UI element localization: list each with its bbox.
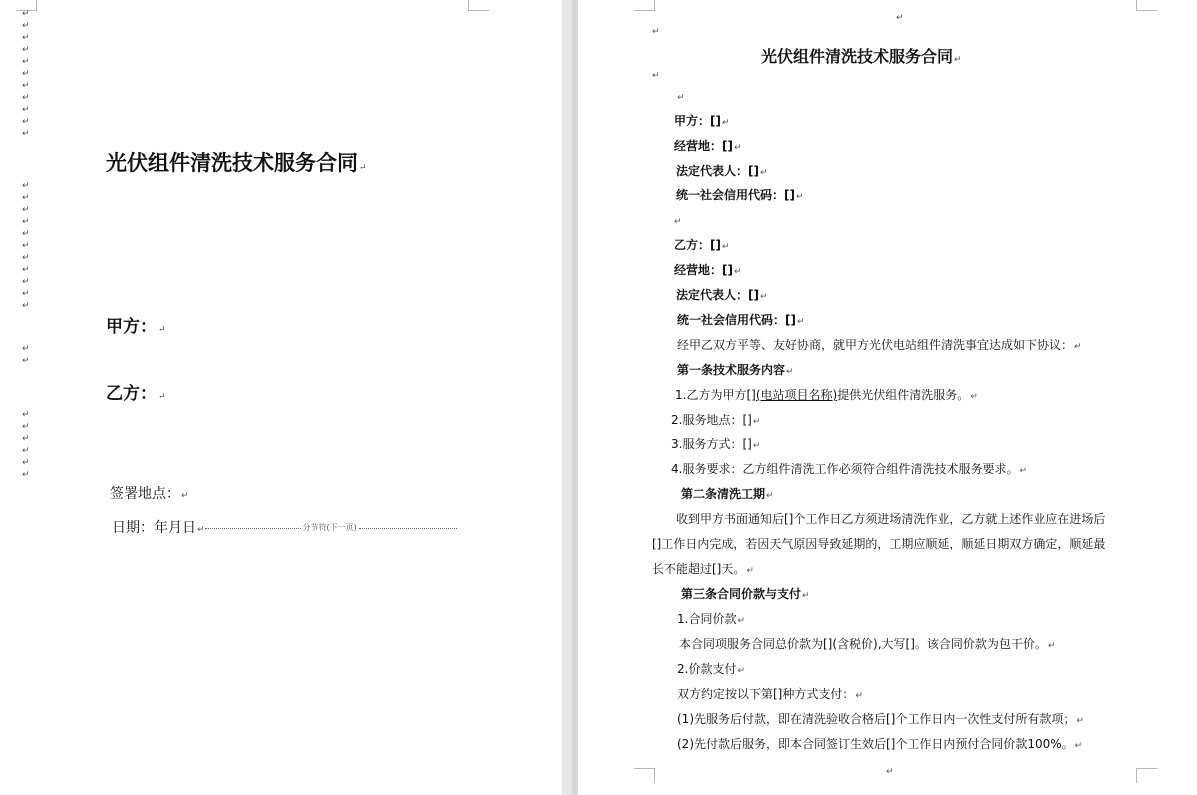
paragraph-mark: ↵ (22, 81, 30, 91)
contract-page[interactable] (578, 0, 1197, 795)
party-b-credit-code[interactable]: 统一社会信用代码：[]↵ (677, 313, 805, 327)
paragraph-mark: ↵ (22, 129, 30, 139)
article-2-line-3[interactable]: 长不能超过[]天。↵ (652, 562, 754, 576)
paragraph-mark: ↵ (677, 93, 685, 103)
cover-party-a[interactable]: 甲方：↵ (106, 317, 166, 337)
paragraph-mark: ↵ (22, 57, 30, 67)
paragraph-mark: ↵ (652, 27, 660, 37)
article-2-heading[interactable]: 第二条清洗工期↵ (681, 487, 774, 501)
paragraph-mark: ↵ (886, 767, 894, 777)
margin-corner-top-left (634, 0, 655, 11)
paragraph-mark: ↵ (22, 205, 30, 215)
project-name-link[interactable]: (电站项目名称) (755, 388, 838, 402)
margin-corner-top-right (1136, 0, 1157, 11)
paragraph-mark: ↵ (22, 45, 30, 55)
party-a-credit-code[interactable]: 统一社会信用代码：[]↵ (676, 188, 804, 202)
paragraph-mark: ↵ (22, 93, 30, 103)
article-1-item-2[interactable]: 2.服务地点：[]↵ (671, 413, 761, 427)
paragraph-mark: ↵ (674, 217, 682, 227)
paragraph-mark: ↵ (22, 253, 30, 263)
paragraph-mark: ↵ (22, 301, 30, 311)
cover-sign-place[interactable]: 签署地点：↵ (110, 486, 189, 502)
party-b-address[interactable]: 经营地：[]↵ (674, 263, 742, 277)
margin-corner-top-right (468, 0, 489, 11)
paragraph-mark: ↵ (22, 422, 30, 432)
paragraph-mark: ↵ (22, 69, 30, 79)
party-b-rep[interactable]: 法定代表人：[]↵ (676, 288, 768, 302)
paragraph-mark: ↵ (22, 117, 30, 127)
section-break-label: 分节符(下一页) (302, 523, 357, 532)
paragraph-mark: ↵ (22, 241, 30, 251)
article-3-heading[interactable]: 第三条合同价款与支付↵ (681, 587, 810, 601)
contract-title[interactable]: 光伏组件清洗技术服务合同↵ (761, 47, 962, 66)
preamble[interactable]: 经甲乙双方平等、友好协商，就甲方光伏电站组件清洗事宜达成如下协议：↵ (677, 338, 1082, 352)
paragraph-mark: ↵ (22, 217, 30, 227)
article-2-line-1[interactable]: 收到甲方书面通知后[]个工作日乙方须进场清洗作业，乙方就上述作业应在进场后 (676, 512, 1106, 526)
party-b-name[interactable]: 乙方：[]↵ (674, 238, 730, 252)
article-3-price[interactable]: 本合同项服务合同总价款为[](含税价),大写[]。该合同价款为包干价。↵ (679, 637, 1056, 651)
article-1-item-1[interactable]: 1.乙方为甲方[](电站项目名称)提供光伏组件清洗服务。↵ (675, 388, 978, 402)
paragraph-mark: ↵ (22, 265, 30, 275)
article-1-item-3[interactable]: 3.服务方式：[]↵ (671, 437, 761, 451)
cover-party-b[interactable]: 乙方：↵ (106, 384, 166, 404)
paragraph-mark: ↵ (22, 277, 30, 287)
paragraph-mark: ↵ (22, 33, 30, 43)
paragraph-mark: ↵ (22, 289, 30, 299)
paragraph-mark: ↵ (22, 21, 30, 31)
paragraph-mark: ↵ (652, 71, 660, 81)
paragraph-mark: ↵ (22, 193, 30, 203)
article-3-sub-1[interactable]: 1.合同价款↵ (677, 612, 745, 626)
margin-corner-bottom-left (634, 768, 655, 783)
party-a-address[interactable]: 经营地：[]↵ (674, 139, 742, 153)
paragraph-mark: ↵ (22, 229, 30, 239)
party-a-name[interactable]: 甲方：[]↵ (674, 114, 730, 128)
paragraph-mark: ↵ (22, 9, 30, 19)
party-a-rep[interactable]: 法定代表人：[]↵ (676, 164, 768, 178)
paragraph-mark: ↵ (22, 181, 30, 191)
paragraph-mark: ↵ (22, 470, 30, 480)
paragraph-mark: ↵ (22, 410, 30, 420)
article-3-method[interactable]: 双方约定按以下第[]种方式支付：↵ (677, 687, 863, 701)
article-2-line-2[interactable]: []工作日内完成，若因天气原因导致延期的，工期应顺延，顺延日期双方确定，顺延最 (652, 537, 1106, 551)
article-3-sub-2[interactable]: 2.价款支付↵ (677, 662, 745, 676)
paragraph-mark: ↵ (896, 13, 904, 23)
margin-corner-bottom-right (1136, 768, 1157, 783)
paragraph-mark: ↵ (22, 458, 30, 468)
paragraph-mark: ↵ (22, 344, 30, 354)
article-1-heading[interactable]: 第一条技术服务内容↵ (677, 363, 794, 377)
paragraph-mark: ↵ (22, 105, 30, 115)
article-1-item-4[interactable]: 4.服务要求：乙方组件清洗工作必须符合组件清洗技术服务要求。↵ (671, 462, 1027, 476)
paragraph-mark: ↵ (22, 356, 30, 366)
paragraph-mark: ↵ (22, 446, 30, 456)
article-3-option-1[interactable]: (1)先服务后付款，即在清洗验收合格后[]个工作日内一次性支付所有款项；↵ (677, 712, 1084, 726)
cover-title[interactable]: 光伏组件清洗技术服务合同↵ (106, 150, 367, 175)
paragraph-mark: ↵ (22, 434, 30, 444)
cover-page[interactable] (0, 0, 562, 795)
article-3-option-2[interactable]: (2)先付款后服务，即本合同签订生效后[]个工作日内预付合同价款100%。↵ (677, 737, 1083, 751)
cover-date[interactable]: 日期：年月日↵ 分节符(下一页) (112, 519, 457, 539)
